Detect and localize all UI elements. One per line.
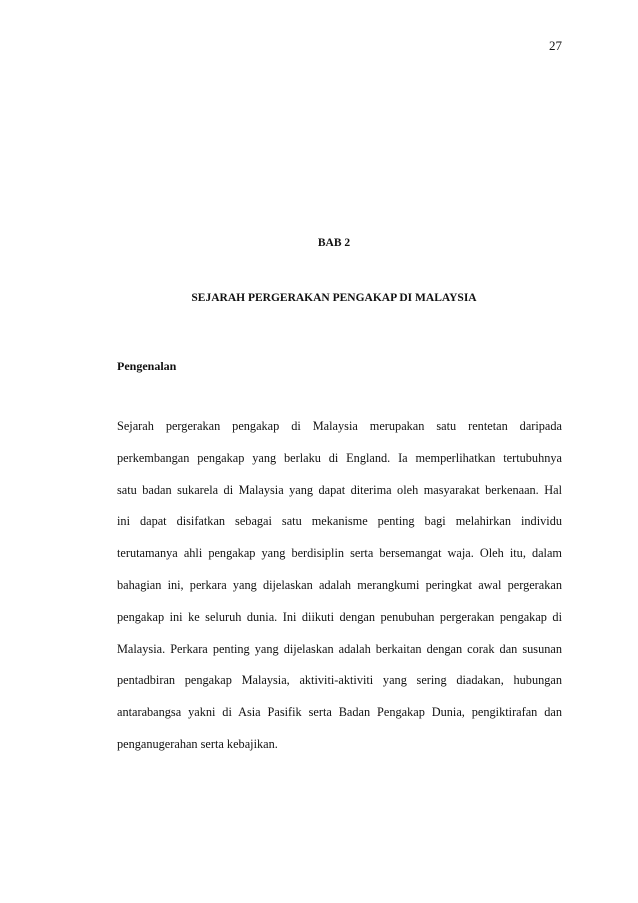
section-heading: Pengenalan bbox=[117, 359, 177, 373]
paragraph-line: Sejarah pergerakan pengakap di Malaysia merupakan satu rentetan daripada bbox=[117, 419, 562, 433]
paragraph-line: bahagian ini, perkara yang dijelaskan adalah merangkumi peringkat awal pergerakan bbox=[117, 577, 562, 592]
paragraph-line: pentadbiran pengakap Malaysia, aktiviti-aktiviti yang sering diadakan, hubungan bbox=[117, 673, 562, 688]
paragraph-line: Malaysia. Perkara penting yang dijelaskan adalah berkaitan dengan corak dan susunan bbox=[117, 641, 562, 656]
paragraph-line: terutamanya ahli pengakap yang berdisiplin serta bersemangat waja. Oleh itu, dalam bbox=[117, 546, 562, 561]
page-number: 27 bbox=[549, 38, 562, 53]
paragraph-line: satu badan sukarela di Malaysia yang dapat diterima oleh masyarakat berkenaan. Hal bbox=[117, 482, 562, 497]
chapter-label: BAB 2 bbox=[317, 237, 351, 249]
chapter-title: SEJARAH PERGERAKAN PENGAKAP DI MALAYSIA bbox=[191, 292, 477, 304]
paragraph-line: antarabangsa yakni di Asia Pasifik serta Badan Pengakap Dunia, pengiktirafan dan bbox=[117, 705, 562, 720]
paragraph-line: perkembangan pengakap yang berlaku di England. Ia memperlihatkan tertubuhnya bbox=[117, 450, 562, 465]
body-paragraph bbox=[117, 411, 562, 761]
paragraph-line: pengakap ini ke seluruh dunia. Ini diikuti dengan penubuhan pergerakan pengakap di bbox=[117, 609, 562, 624]
paragraph-line: penganugerahan serta kebajikan. bbox=[117, 736, 278, 751]
paragraph-line: ini dapat disifatkan sebagai satu mekanisme penting bagi melahirkan individu bbox=[117, 514, 562, 529]
